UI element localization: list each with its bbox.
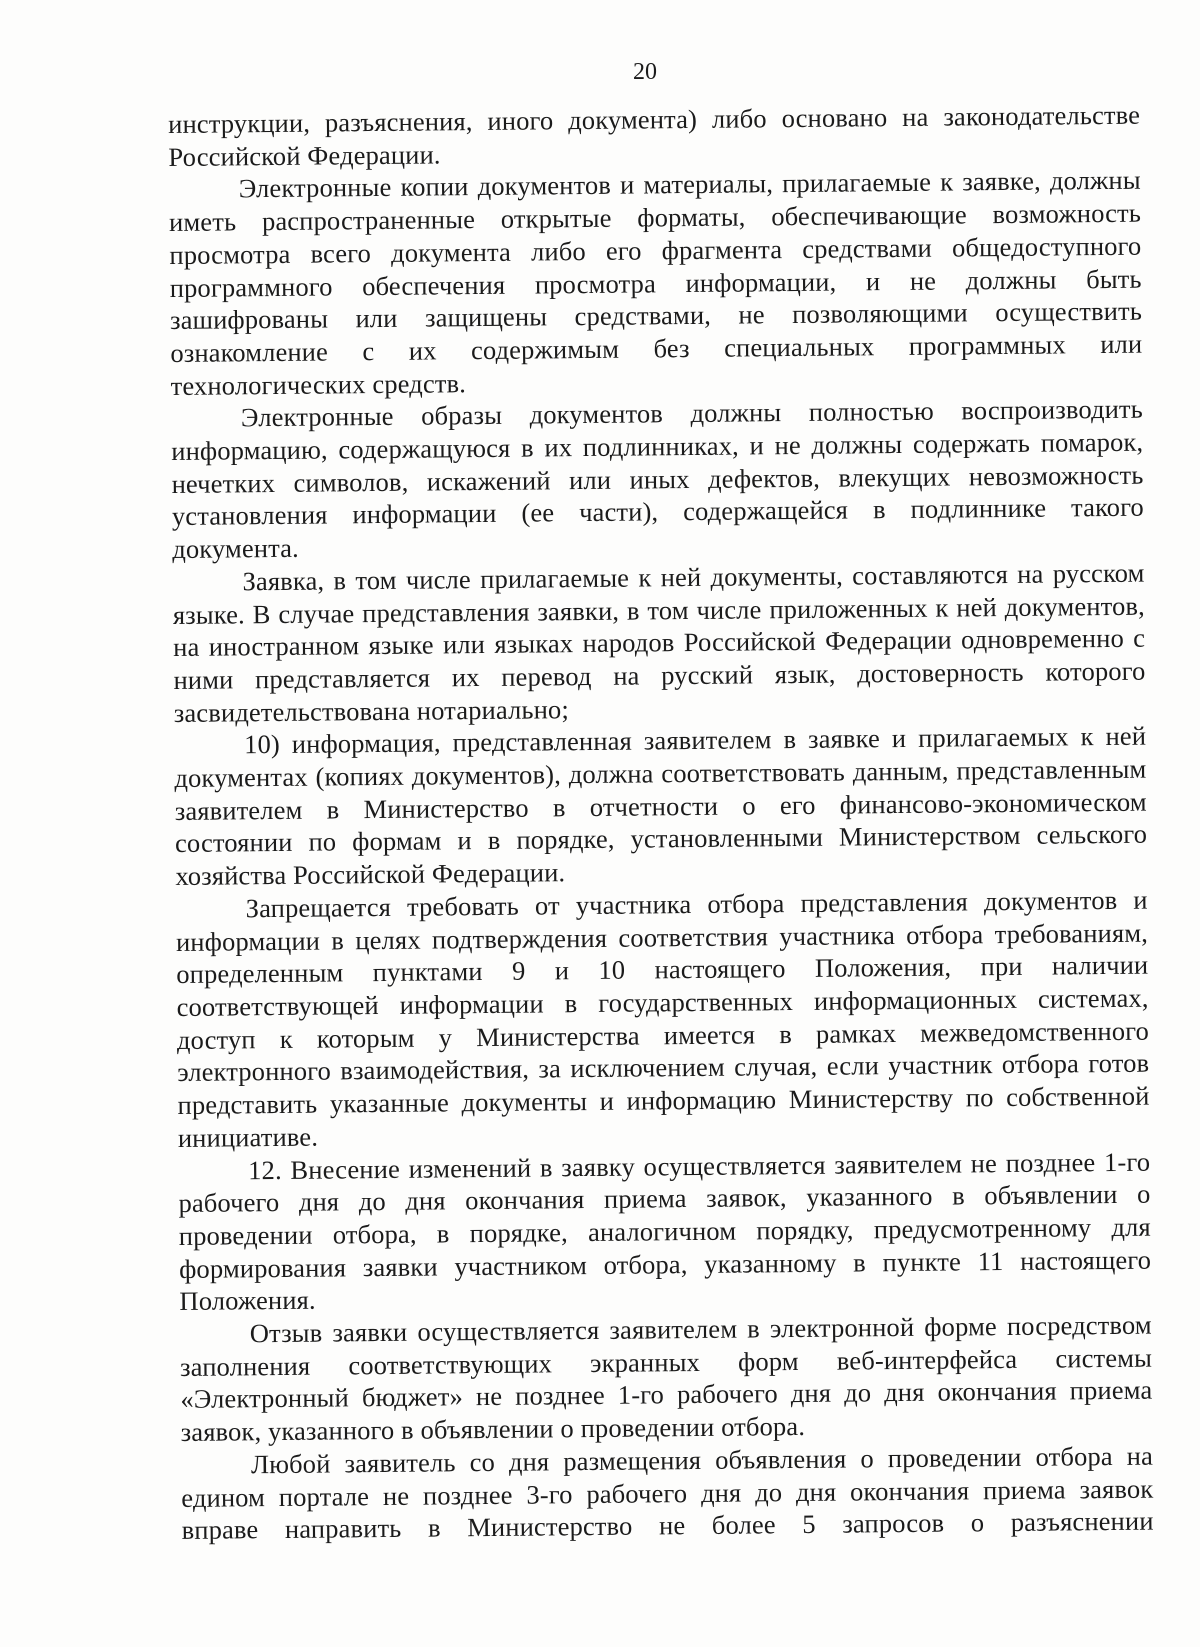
paragraph-prohibition: Запрещается требовать от участника отбора представления документов и информации в целях подтверждения соответствия участника отбора требованиям, определенным пунктами 9 и 10 настоящего Положения, при наличии соответствующей информации в государственных информационных системах, доступ к которым у Министерства имеется в рамках межведомственного электронного взаимодействия, за исключением случая, если участник отбора готов представить указанные документы и информацию Министерству по собственной инициативе. xyxy=(175,884,1150,1153)
paragraph-item-12: 12. Внесение изменений в заявку осуществляется заявителем не позднее 1-го рабочего дня до дня окончания приема заявок, указанного в объявлении о проведении отбора, в порядке, аналогичном порядку, предусмотренному для формирования заявки участником отбора, указанному в пункте 11 настоящего Положения. xyxy=(178,1146,1152,1317)
page-number: 20 xyxy=(633,59,657,85)
paragraph-language: Заявка, в том числе прилагаемые к ней документы, составляются на русском языке. В случае представления заявки, в том числе приложенных к ней документов, на иностранном языке или языках народов Российской Федерации одновременно с ними представляется их перевод на русский язык, достоверность которого засвидетельствована нотариально; xyxy=(172,557,1146,728)
paragraph-requests: Любой заявитель со дня размещения объявления о проведении отбора на едином портале не позднее 3-го рабочего дня до дня окончания приема заявок вправе направить в Министерство не более 5 запросов о разъяснении xyxy=(181,1440,1154,1546)
paragraph-electronic-copies: Электронные копии документов и материалы, прилагаемые к заявке, должны иметь распространенные открытые форматы, обеспечивающие возможность просмотра всего документа либо его фрагмента средствами общедоступного программного обеспечения просмотра информации, и не должны быть зашифрованы или защищены средствами, не позволяющими осуществить ознакомление с их содержимым без специальных программных или технологических средств. xyxy=(168,165,1143,401)
paragraph-item-10: 10) информация, представленная заявителем в заявке и прилагаемых к ней документах (копиях документов), должна соответствовать данным, представленным заявителем в Министерство в отчетности о его финансово-экономическом состоянии по формам и в порядке, установленными Министерством сельского хозяйства Российской Федерации. xyxy=(174,721,1148,892)
paragraph-withdrawal: Отзыв заявки осуществляется заявителем в электронной форме посредством заполнения соответствующих экранных форм веб-интерфейса системы «Электронный бюджет» не позднее 1-го рабочего дня до дня окончания приема заявок, указанного в объявлении о проведении отбора. xyxy=(179,1309,1153,1448)
document-body xyxy=(168,99,1154,1547)
paragraph-continuation: инструкции, разъяснения, иного документа) либо основано на законодательстве Российской Федерации. xyxy=(168,99,1141,172)
paragraph-electronic-images: Электронные образы документов должны полностью воспроизводить информацию, содержащуюся в их подлинниках, и не должны содержать помарок, нечетких символов, искажений или иных дефектов, влекущих невозможность установления информации (ее части), содержащейся в подлиннике такого документа. xyxy=(171,393,1145,565)
